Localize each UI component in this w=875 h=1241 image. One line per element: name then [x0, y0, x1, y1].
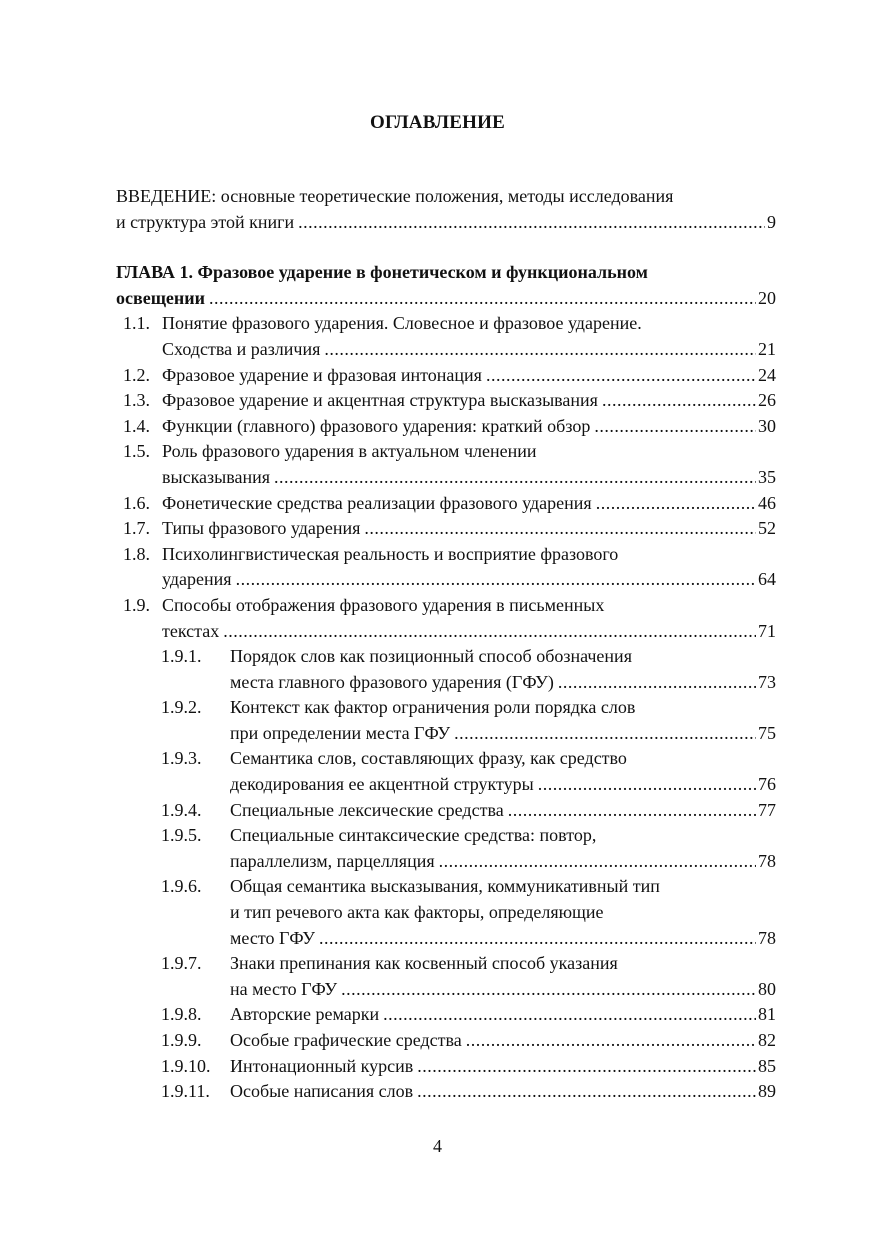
dot-leader — [594, 414, 756, 440]
toc-section-number: 1.9.4. — [161, 799, 202, 820]
toc-entry-1-3[interactable] — [116, 388, 776, 414]
toc-section-number: 1.7. — [123, 518, 150, 539]
toc-page-number: 73 — [758, 671, 776, 692]
dot-leader — [274, 465, 756, 491]
toc-section-number: 1.9.9. — [161, 1030, 202, 1050]
toc-entry-text: Порядок слов как позиционный способ обозначения — [230, 646, 632, 667]
toc-section-number: 1.2. — [123, 364, 150, 385]
dot-leader — [602, 388, 756, 414]
toc-entry-1-9-11[interactable] — [116, 1079, 776, 1105]
table-of-contents — [116, 184, 776, 1105]
toc-entry-1-9-1[interactable] — [116, 644, 776, 695]
toc-entry-1-8[interactable] — [116, 542, 776, 593]
dot-leader — [486, 363, 756, 389]
toc-entry-1-6[interactable] — [116, 491, 776, 517]
toc-entry-text: параллелизм, парцелляция — [230, 850, 435, 871]
toc-entry-text: и тип речевого акта как факторы, определяющие — [230, 902, 604, 923]
toc-page-number: 78 — [758, 850, 776, 871]
toc-entry-1-4[interactable] — [116, 414, 776, 440]
toc-entry-introduction[interactable] — [116, 184, 776, 235]
toc-section-number: 1.5. — [123, 441, 150, 462]
dot-leader — [324, 337, 756, 363]
toc-entry-text: Интонационный курсив — [230, 1055, 414, 1076]
toc-entry-text: Понятие фразового ударения. Словесное и фразовое ударение. — [162, 313, 642, 334]
toc-entry-text: Фонетические средства реализации фразового ударения — [162, 492, 592, 513]
toc-page-number: 64 — [758, 569, 776, 590]
toc-section-number: 1.3. — [123, 390, 150, 411]
page-title: ОГЛАВЛЕНИЕ — [370, 112, 505, 133]
toc-entry-1-5[interactable] — [116, 439, 776, 490]
toc-section-number: 1.1. — [123, 313, 150, 334]
dot-leader — [209, 286, 756, 312]
toc-section-number: 1.9.6. — [161, 876, 202, 897]
toc-entry-text: Фразовое ударение и акцентная структура высказывания — [162, 390, 598, 411]
toc-section-number: 1.9.5. — [161, 825, 202, 846]
toc-entry-text: ГЛАВА 1. Фразовое ударение в фонетическом и функциональном — [116, 262, 648, 283]
toc-entry-1-9-7[interactable] — [116, 951, 776, 1002]
toc-entry-text: при определении места ГФУ — [230, 722, 451, 743]
toc-entry-1-9-6[interactable] — [116, 874, 776, 951]
toc-entry-1-9-9[interactable] — [116, 1028, 776, 1054]
toc-entry-text: Сходства и различия — [162, 338, 321, 359]
toc-entry-text: ВВЕДЕНИЕ: основные теоретические положения, методы исследования — [116, 186, 674, 206]
dot-leader — [454, 721, 756, 747]
toc-page-number: 24 — [758, 364, 776, 385]
toc-entry-1-9-4[interactable] — [116, 798, 776, 824]
toc-entry-text: на место ГФУ — [230, 978, 338, 999]
toc-entry-text: Специальные лексические средства — [230, 799, 504, 820]
toc-section-number: 1.9.1. — [161, 646, 202, 667]
toc-entry-text: Психолингвистическая реальность и восприятие фразового — [162, 543, 619, 564]
toc-entry-text: Семантика слов, составляющих фразу, как средство — [230, 748, 627, 769]
toc-page-number: 85 — [758, 1055, 776, 1076]
dot-leader — [236, 567, 756, 593]
toc-entry-text: Типы фразового ударения — [162, 518, 361, 539]
toc-entry-1-1[interactable] — [116, 311, 776, 362]
dot-leader — [538, 772, 756, 798]
toc-page-number: 80 — [758, 978, 776, 999]
toc-entry-text: высказывания — [162, 466, 271, 487]
dot-leader — [439, 849, 756, 875]
toc-entry-1-9-5[interactable] — [116, 823, 776, 874]
toc-entry-1-9-3[interactable] — [116, 746, 776, 797]
dot-leader — [466, 1028, 756, 1054]
toc-entry-text: Функции (главного) фразового ударения: краткий обзор — [162, 415, 591, 436]
toc-entry-text: места главного фразового ударения (ГФУ) — [230, 671, 554, 692]
toc-page-number: 26 — [758, 390, 776, 411]
toc-entry-text: Общая семантика высказывания, коммуникативный тип — [230, 876, 660, 897]
toc-entry-1-7[interactable] — [116, 516, 776, 542]
toc-entry-text: освещении — [116, 287, 205, 308]
toc-page-number: 71 — [758, 620, 776, 641]
toc-page-number: 82 — [758, 1030, 776, 1050]
toc-page-number: 75 — [758, 722, 776, 743]
toc-section-number: 1.9. — [123, 594, 150, 615]
page-number-footer: 4 — [433, 1136, 442, 1156]
toc-section-number: 1.9.2. — [161, 697, 202, 718]
toc-entry-text: Контекст как фактор ограничения роли порядка слов — [230, 697, 636, 718]
toc-page-number: 46 — [758, 492, 776, 513]
toc-entry-text: Специальные синтаксические средства: повтор, — [230, 825, 597, 846]
dot-leader — [223, 619, 756, 645]
toc-entry-1-2[interactable] — [116, 363, 776, 389]
toc-entry-text: Способы отображения фразового ударения в письменных — [162, 594, 605, 615]
toc-entry-1-9-8[interactable] — [116, 1002, 776, 1028]
toc-page-number: 77 — [758, 799, 776, 820]
toc-page-number: 81 — [758, 1004, 776, 1025]
toc-section-number: 1.9.10. — [161, 1055, 211, 1076]
dot-leader — [596, 491, 756, 517]
toc-page-number: 78 — [758, 927, 776, 948]
toc-page-number: 9 — [767, 211, 776, 232]
toc-entry-1-9[interactable] — [116, 593, 776, 644]
toc-entry-1-9-2[interactable] — [116, 695, 776, 746]
toc-entry-chapter-1[interactable] — [116, 260, 776, 311]
toc-page-number: 20 — [758, 287, 776, 308]
toc-section-number: 1.9.8. — [161, 1004, 202, 1025]
toc-entry-text: декодирования ее акцентной структуры — [230, 774, 534, 795]
toc-section-number: 1.9.7. — [161, 953, 202, 974]
toc-entry-text: текстах — [162, 620, 220, 641]
dot-leader — [364, 516, 756, 542]
toc-entry-text: Особые графические средства — [230, 1030, 462, 1050]
toc-entry-1-9-10[interactable] — [116, 1054, 776, 1080]
dot-leader — [508, 798, 756, 824]
toc-section-number: 1.6. — [123, 492, 150, 513]
dot-leader — [341, 977, 756, 1003]
toc-section-number: 1.8. — [123, 543, 150, 564]
toc-entry-text: ударения — [162, 569, 232, 590]
toc-entry-text: Роль фразового ударения в актуальном членении — [162, 441, 537, 462]
dot-leader — [417, 1079, 756, 1105]
dot-leader — [319, 926, 756, 952]
toc-section-number: 1.9.11. — [161, 1081, 210, 1102]
toc-entry-text: Фразовое ударение и фразовая интонация — [162, 364, 482, 385]
toc-entry-text: Авторские ремарки — [230, 1004, 380, 1025]
toc-entry-text: место ГФУ — [230, 927, 315, 948]
dot-leader — [383, 1002, 756, 1028]
toc-page-number: 76 — [758, 774, 776, 795]
toc-entry-text: и структура этой книги — [116, 211, 295, 232]
dot-leader — [298, 210, 765, 236]
toc-section-number: 1.9.3. — [161, 748, 202, 769]
toc-page-number: 52 — [758, 518, 776, 539]
dot-leader — [417, 1054, 756, 1080]
toc-page-number: 30 — [758, 415, 776, 436]
dot-leader — [558, 670, 756, 696]
toc-section-number: 1.4. — [123, 415, 150, 436]
toc-entry-text: Особые написания слов — [230, 1081, 414, 1102]
toc-page-number: 35 — [758, 466, 776, 487]
toc-page-number: 21 — [758, 338, 776, 359]
toc-page-number: 89 — [758, 1081, 776, 1102]
toc-entry-text: Знаки препинания как косвенный способ указания — [230, 953, 618, 974]
